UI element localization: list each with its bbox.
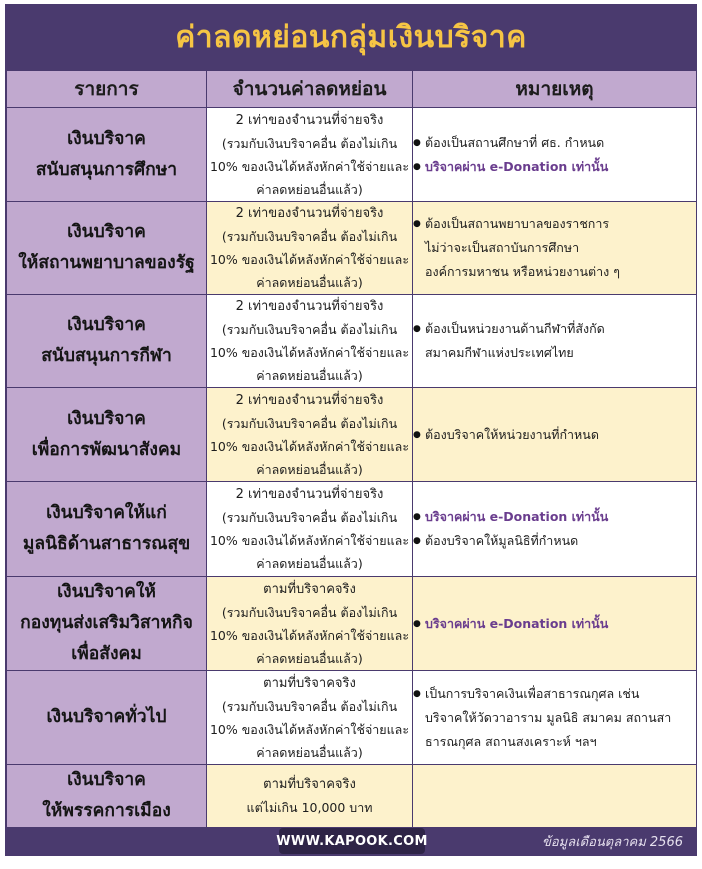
header-note: หมายเหตุ [413, 71, 697, 108]
remark-item-edonation: ● บริจาคผ่าน e-Donation เท่านั้น [413, 505, 696, 529]
remark-list [413, 212, 696, 284]
row-deduction-amount [207, 671, 413, 765]
remark-list [413, 612, 696, 636]
item-name-line: เงินบริจาคให้แก่ [46, 503, 167, 523]
row-item-name [7, 482, 207, 577]
footer [5, 826, 697, 856]
amount-line: (รวมกับเงินบริจาคอื่น ต้องไม่เกิน [221, 698, 398, 714]
remark-item: สมาคมกีฬาแห่งประเทศไทย [425, 345, 574, 360]
amount-line: (รวมกับเงินบริจาคอื่น ต้องไม่เกิน [221, 415, 398, 431]
item-name-line: เพื่อสังคม [71, 644, 142, 664]
amount-line: ตามที่บริจาคจริง [263, 675, 356, 691]
table-body [7, 108, 697, 828]
item-name-line: กองทุนส่งเสริมวิสาหกิจ [20, 613, 193, 633]
row-item-name [7, 577, 207, 671]
row-item-name [7, 108, 207, 202]
date-note: ข้อมูลเดือนตุลาคม 2566 [541, 835, 683, 850]
row-remark [413, 671, 697, 765]
amount-line: (รวมกับเงินบริจาคอื่น ต้องไม่เกิน [221, 322, 398, 337]
amount-line: 2 เท่าของจำนวนที่จ่ายจริง [235, 112, 384, 128]
amount-line: (รวมกับเงินบริจาคอื่น ต้องไม่เกิน [221, 510, 398, 525]
remark-list [413, 505, 696, 553]
row-remark [413, 482, 697, 577]
item-name-line: เงินบริจาคให้ [57, 582, 156, 602]
row-item-name [7, 295, 207, 388]
item-name-line: เงินบริจาค [67, 315, 146, 335]
remark-item: ● ต้องบริจาคให้มูลนิธิที่กำหนด [413, 529, 696, 553]
amount-line: 2 เท่าของจำนวนที่จ่ายจริง [235, 487, 384, 502]
amount-line: 2 เท่าของจำนวนที่จ่ายจริง [235, 392, 384, 408]
remark-item: ไม่ว่าจะเป็นสถาบันการศึกษา [425, 240, 580, 255]
table-row [7, 295, 697, 388]
header-item: รายการ [7, 71, 207, 108]
amount-line: (รวมกับเงินบริจาคอื่น ต้องไม่เกิน [221, 229, 398, 244]
amount-line: ค่าลดหย่อนอื่นแล้ว) [256, 556, 363, 571]
item-name-line: เพื่อการพัฒนาสังคม [31, 439, 182, 460]
remark-list [413, 131, 696, 179]
remark-item: ● เป็นการบริจาคเงินเพื่อสาธารณกุศล เช่น [413, 682, 696, 706]
row-remark [413, 577, 697, 671]
amount-line: ค่าลดหย่อนอื่นแล้ว) [256, 181, 363, 197]
site-badge[interactable]: WWW.KAPOOK.COM [279, 828, 425, 854]
table-row [7, 108, 697, 202]
table-row [7, 765, 697, 828]
item-name-line: สนับสนุนการกีฬา [41, 346, 172, 366]
row-remark [413, 388, 697, 482]
amount-line: 10% ของเงินได้หลังหักค่าใช้จ่ายและ [209, 252, 410, 267]
amount-line: 10% ของเงินได้หลังหักค่าใช้จ่ายและ [209, 721, 410, 737]
item-name-line: เงินบริจาค [67, 770, 146, 790]
amount-line: (รวมกับเงินบริจาคอื่น ต้องไม่เกิน [221, 604, 398, 620]
remark-item: ธารณกุศล สถานสงเคราะห์ ฯลฯ [425, 733, 597, 749]
row-deduction-amount [207, 108, 413, 202]
row-remark [413, 202, 697, 295]
item-name-line: ให้พรรคการเมือง [42, 801, 171, 821]
item-name-line: ให้สถานพยาบาลของรัฐ [18, 253, 195, 273]
table-row [7, 482, 697, 577]
page-title: ค่าลดหย่อนกลุ่มเงินบริจาค [175, 19, 527, 55]
remark-item: บริจาคให้วัดวาอาราม มูลนิธิ สมาคม สถานสา [425, 709, 672, 725]
row-item-name [7, 388, 207, 482]
row-deduction-amount [207, 295, 413, 388]
row-deduction-amount [207, 482, 413, 577]
item-name-line: เงินบริจาค [67, 128, 146, 149]
table-row [7, 388, 697, 482]
remark-item: ● ต้องบริจาคให้หน่วยงานที่กำหนด [413, 423, 696, 447]
amount-line: ตามที่บริจาคจริง [263, 581, 356, 597]
amount-line: 10% ของเงินได้หลังหักค่าใช้จ่ายและ [209, 345, 410, 360]
row-remark [413, 765, 697, 828]
item-name-line: เงินบริจาคทั่วไป [46, 707, 167, 727]
item-name-line: เงินบริจาค [67, 408, 146, 429]
header-amount: จำนวนค่าลดหย่อน [207, 71, 413, 108]
remark-list [413, 317, 696, 365]
remark-item: ● ต้องเป็นสถานพยาบาลของราชการ [413, 212, 696, 236]
amount-line: แต่ไม่เกิน 10,000 บาท [246, 800, 373, 815]
amount-line: ตามที่บริจาคจริง [263, 777, 356, 792]
item-name-line: มูลนิธิด้านสาธารณสุข [22, 534, 191, 554]
table-header-row [7, 71, 697, 108]
table-row [7, 202, 697, 295]
row-item-name [7, 765, 207, 828]
amount-line: ค่าลดหย่อนอื่นแล้ว) [256, 275, 363, 290]
amount-line: 10% ของเงินได้หลังหักค่าใช้จ่ายและ [209, 627, 410, 643]
amount-line: 10% ของเงินได้หลังหักค่าใช้จ่ายและ [209, 533, 410, 548]
amount-line: ค่าลดหย่อนอื่นแล้ว) [256, 650, 363, 666]
item-name-line: เงินบริจาค [67, 222, 146, 242]
remark-list [413, 682, 696, 754]
amount-line: ค่าลดหย่อนอื่นแล้ว) [256, 744, 363, 760]
amount-line: 10% ของเงินได้หลังหักค่าใช้จ่ายและ [209, 158, 410, 174]
row-deduction-amount [207, 577, 413, 671]
amount-line: 2 เท่าของจำนวนที่จ่ายจริง [235, 206, 384, 221]
remark-item: ● ต้องเป็นสถานศึกษาที่ ศธ. กำหนด [413, 131, 696, 155]
amount-line: (รวมกับเงินบริจาคอื่น ต้องไม่เกิน [221, 135, 398, 151]
table-row [7, 671, 697, 765]
row-item-name [7, 671, 207, 765]
row-deduction-amount [207, 202, 413, 295]
remark-list [413, 423, 696, 447]
remark-item-edonation: ● บริจาคผ่าน e-Donation เท่านั้น [413, 155, 696, 179]
amount-line: 2 เท่าของจำนวนที่จ่ายจริง [235, 299, 384, 314]
infographic-frame [5, 4, 697, 856]
amount-line: ค่าลดหย่อนอื่นแล้ว) [256, 461, 363, 477]
row-remark [413, 108, 697, 202]
row-remark [413, 295, 697, 388]
row-deduction-amount [207, 765, 413, 828]
amount-line: ค่าลดหย่อนอื่นแล้ว) [256, 368, 363, 383]
remark-item-edonation: ● บริจาคผ่าน e-Donation เท่านั้น [413, 612, 696, 636]
remark-item: ● ต้องเป็นหน่วยงานด้านกีฬาที่สังกัด [413, 317, 696, 341]
item-name-line: สนับสนุนการศึกษา [35, 159, 178, 180]
deduction-table [6, 70, 697, 828]
remark-item: องค์การมหาชน หรือหน่วยงานต่าง ๆ [425, 264, 620, 279]
amount-line: 10% ของเงินได้หลังหักค่าใช้จ่ายและ [209, 438, 410, 454]
table-row [7, 577, 697, 671]
row-deduction-amount [207, 388, 413, 482]
row-item-name [7, 202, 207, 295]
